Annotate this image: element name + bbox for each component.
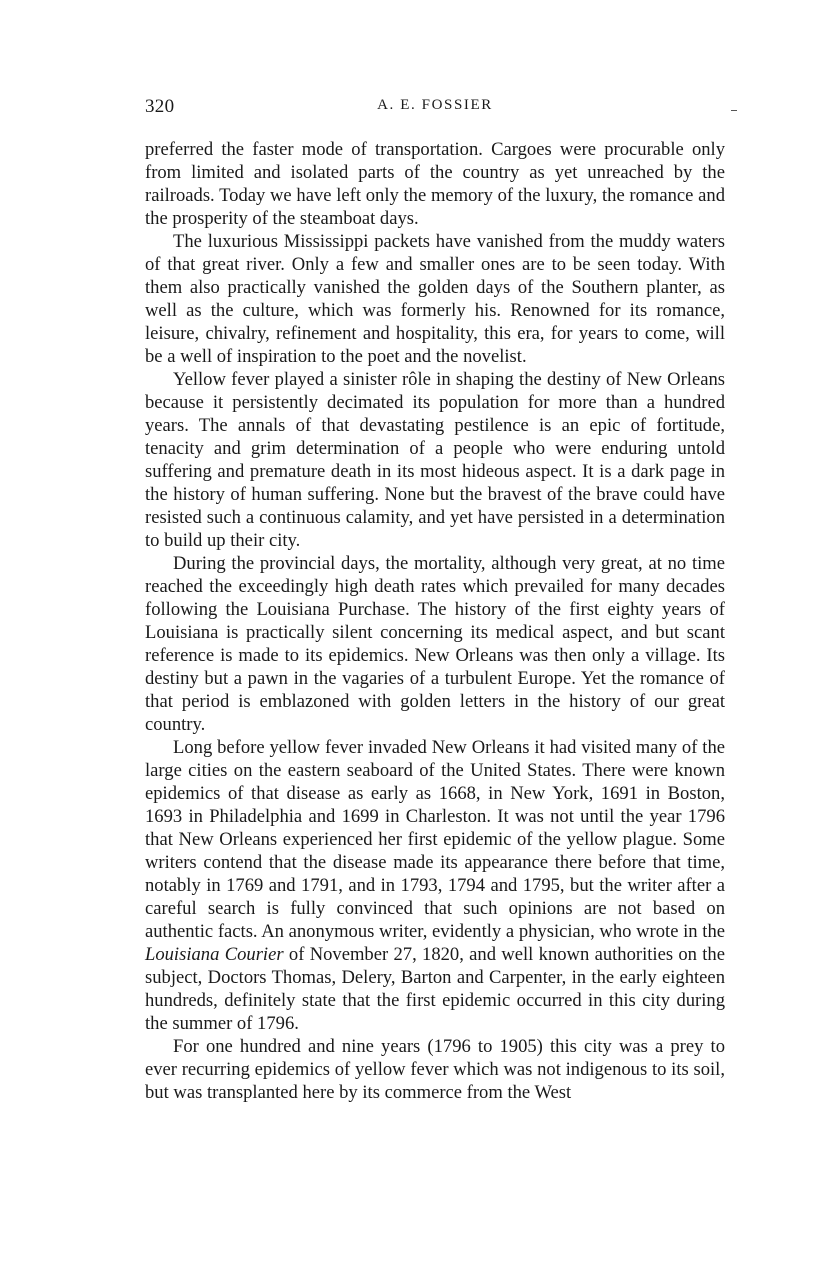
body-text: [145, 138, 725, 1104]
paragraph-text-before: Long before yellow fever invaded New Orleans it had visited many of the large cities on the eastern seaboard of the United States. There were known epidemics of that disease as early as 1668, in New York, 1691 in Boston, 1693 in Philadelphia and 1699 in Charleston. It was not until the year 1796 that New Orleans experienced her first epidemic of the yellow plague. Some writers contend that the disease made its appearance there before that time, notably in 1769 and 1791, and in 1793, 1794 and 1795, but the writer after a careful search is fully convinced that such opinions are not based on authentic facts. An anonymous writer, evidently a physician, who wrote in the: [145, 737, 725, 942]
margin-mark: [731, 110, 737, 111]
paragraph-mississippi-packets: The luxurious Mississippi packets have vanished from the muddy waters of that great river. Only a few and smaller ones are to be seen today. With them also practically vanished the golden days of the Southern planter, as well as the culture, which was formerly his. Renowned for its romance, leisure, chivalry, refinement and hospitality, this era, for years to come, will be a well of inspiration to the poet and the novelist.: [145, 231, 725, 367]
book-page: [145, 96, 725, 1104]
newspaper-title: Louisiana Courier: [145, 944, 284, 965]
running-head: [145, 96, 725, 122]
running-title: A. E. FOSSIER: [377, 97, 493, 113]
paragraph-provincial-days: During the provincial days, the mortality, although very great, at no time reached the exceedingly high death rates which prevailed for many decades following the Louisiana Purchase. The history of the first eighty years of Louisiana is practically silent concerning its medical aspect, and but scant reference is made to its epidemics. New Orleans was then only a village. Its destiny but a pawn in the vagaries of a turbulent Europe. Yet the romance of that period is emblazoned with golden letters in the history of our great country.: [145, 553, 725, 735]
paragraph-yellow-fever-role: Yellow fever played a sinister rôle in shaping the destiny of New Orleans because it persistently decimated its population for more than a hundred years. The annals of that devastating pestilence is an epic of fortitude, tenacity and grim determination of a people who were enduring untold suffering and premature death in its most hideous aspect. It is a dark page in the history of human suffering. None but the bravest of the brave could have resisted such a continuous calamity, and yet have persisted in a determination to build up their city.: [145, 369, 725, 551]
paragraph-first-epidemic: [145, 736, 725, 1035]
page-number: 320: [145, 96, 175, 117]
paragraph-text-after: of November 27, 1820, and well known authorities on the subject, Doctors Thomas, Delery, Barton and Carpenter, in the early eighteen hundreds, definitely state that the first epidemic occurred in this city during the summer of 1796.: [145, 944, 725, 1034]
paragraph-epidemics-years: For one hundred and nine years (1796 to 1905) this city was a prey to ever recurring epidemics of yellow fever which was not indigenous to its soil, but was transplanted here by its commerce from the West: [145, 1036, 725, 1103]
paragraph-continued: preferred the faster mode of transportation. Cargoes were procurable only from limited and isolated parts of the country as yet unreached by the railroads. Today we have left only the memory of the luxury, the romance and the prosperity of the steamboat days.: [145, 139, 725, 229]
